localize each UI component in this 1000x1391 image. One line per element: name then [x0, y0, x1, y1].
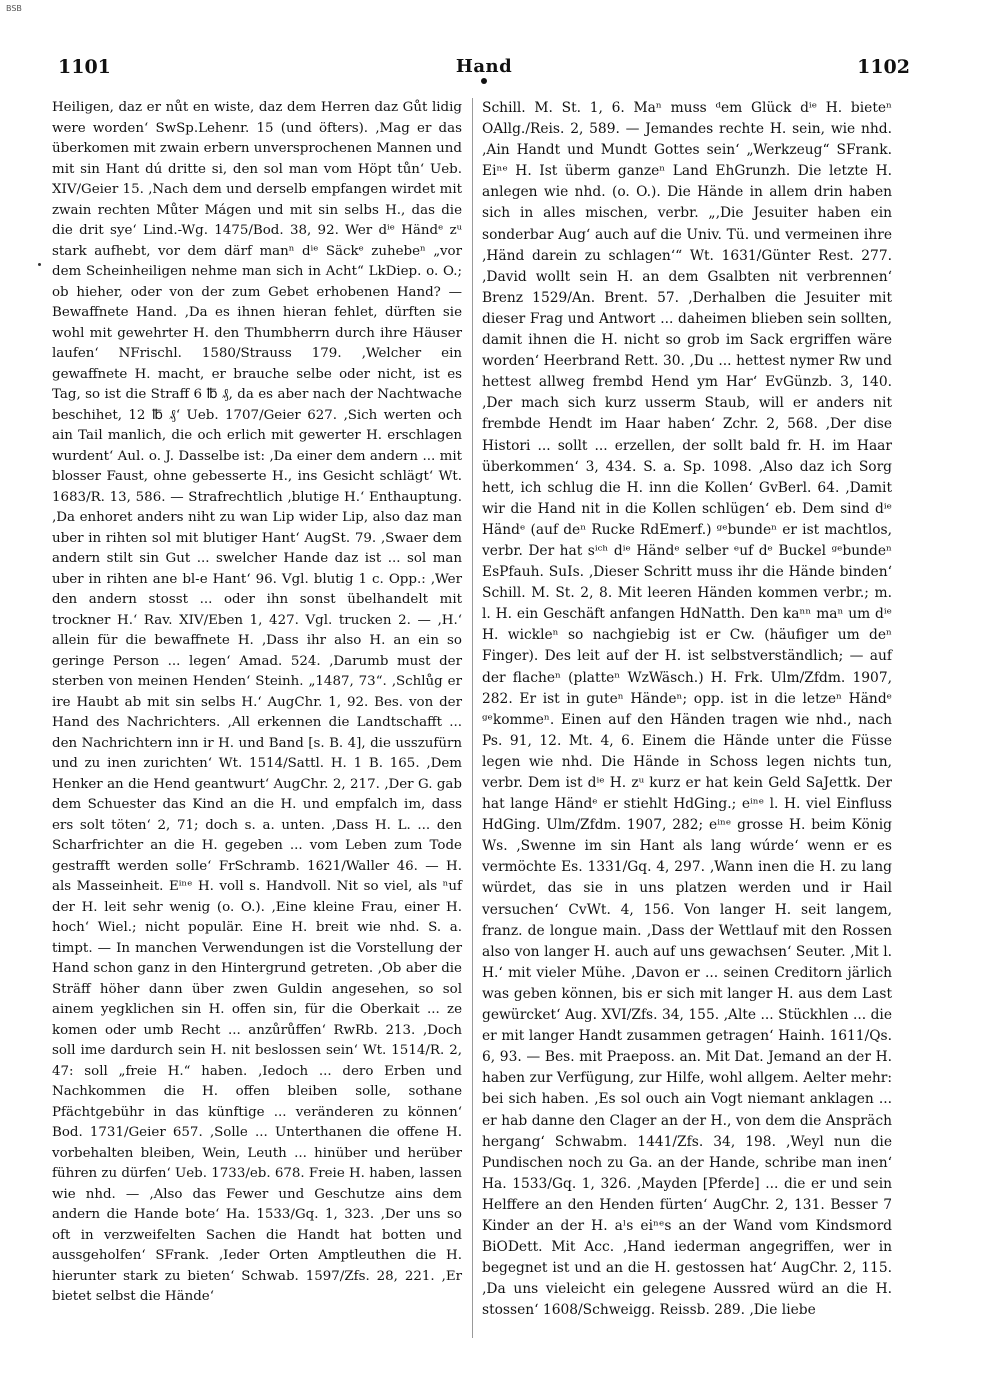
left-column-text: Heiligen, daz er nůt en wiste, daz dem Herren daz Gůt lidig were worden‘ SwSp.Lehenr. 15 (und öfters). ‚Mag er das überkomen mit zwain erbern unversprochenen Mannen und mit sin Hant dú dritte si, den sol man vom Höpt tůn‘ Ueb. XIV/Geier 15. ‚Nach dem und derselb empfangen wirdet mit zwain rechten Můter Mágen und mit sin selbs H., das die die drit sye‘ Lind.-Wg. 1475/Bod. 38, 92. Wer dⁱᵉ Händᵉ zᵘ stark aufhebt, vor dem därf manⁿ dⁱᵉ Säckᵉ zuhebeⁿ „vor dem Scheinheiligen nehme man sich in Acht“ LkDiep. o. O.; ob hieher, oder von der zum Gebet erhobenen Hand? — Bewaffnete Hand. ‚Da es ihnen hieran fehlet, dürften sie wohl mit gewehrter H. den Thumbherrn durch ihre Häuser laufen‘ NFrischl. 1580/Strauss 179. ‚Welcher ein gewaffnete H. macht, er brauche selbe oder nicht, ist es Tag, so ist die Straff 6 ℔ ₰, da es aber nach der Nachtwache beschihet, 12 ℔ ₰‘ Ueb. 1707/Geier 627. ‚Sich werten och ain Tail manlich, die och erlich mit gewerter H. erschlagen wurdent‘ Aul. o. J. Dasselbe ist: ‚Da einer dem andern ... mit blosser Faust, ohne gebesserte H., ins Gesicht schlägt‘ Wt. 1683/R. 13, 586. — Strafrechtlich ‚blutige H.‘ Enthauptung. ‚Da enhoret anders niht zu wan Lip wider Lip, also daz man uber in rihten sol mit blutiger Hant‘ AugSt. 79. ‚Swaer dem andern stilt sin Gut ... swelcher Hande daz ist ... sol man uber in rihten ane bl-e Hant‘ 96. Vgl. blutig 1 c. Opp.: ‚Wer den andern stosst ... oder ihn sonst übelhandelt mit trockner H.‘ Rav. XIV/Eben 1, 427. Vgl. trucken 2. — ‚H.‘ allein für die bewaffnete H. ‚Dass ihr also H. an ein so geringe Person ... legen‘ Amad. 524. ‚Darumb must der sterben von meinen Henden‘ Steinh. „1487, 73“. ‚Schlůg er ire Haubt ab mit sin selbs H.‘ AugChr. 1, 92. Bes. von der Hand des Nachrichters. ‚All erkennen die Landtschafft ... den Nachrichtern inn ir H. und Band [s. B. 4], die usszufürn und zu inen zurichten‘ Wt. 1514/Sattl. H. 1 B. 165. ‚Dem Henker an die Hend geantwurt‘ AugChr. 2, 217. ‚Der G. gab dem Schuester das Kind an die H. und empfalch im, dass ers solt töten‘ 2, 71; doch s. a. unten. ‚Dass H. L. ... den Scharfrichter an die H. gegeben ... vom Leben zum Tode gestrafft werden solle‘ FrSchramb. 1621/Waller 46. — H. als Masseinheit. Eⁱⁿᵉ H. voll s. Handvoll. Nit so viel, als ⁿuf der H. leit sehr wenig (o. O.). ‚Eine kleine Frau, einer H. hoch‘ Wiel.; nicht populär. Eine H. breit wie nhd. S. a. timpt. — In manchen Verwendungen ist die Vorstellung der Hand schon ganz in den Hintergrund getreten. ‚Ob aber die Sträff höher dann über zwen Guldin angesehen, so sol ainem yegklichen sin H. offen sin, für die Oberkait ... ze komen oder umb Recht ... anzůrůffen‘ RwRb. 213. ‚Doch soll ime dardurch sein H. nit beslossen sein‘ Wt. 1514/R. 2, 47: soll „freie H.“ haben. ‚Iedoch ... dero Erben und Nachkommen die H. offen bleiben solle, sothane Pfächtgebühr in das künftige ... veränderen zu können‘ Bod. 1731/Geier 657. ‚Solle ... Unterthanen die offene H. vorbehalten bleiben, Wein, Leuth ... hinüber und herüber führen zu dürfen‘ Ueb. 1733/eb. 678. Freie H. haben, lassen wie nhd. — ‚Also das Fewer und Geschutze ains dem andern die Hande bote‘ Ha. 1533/Gq. 1, 323. ‚Der uns so oft in verzweifelten Sachen die Handt hat botten und aussgeholfen‘ SFrank. ‚Ieder Orten Amptleuthen die H. hierunter stark zu bieten‘ Schwab. 1597/Zfs. 28, 221. ‚Er bietet selbst die Hände‘: [52, 100, 462, 1304]
page-header: [58, 56, 910, 84]
library-mark: BSB: [6, 4, 22, 13]
headword-title: Hand: [455, 56, 513, 77]
margin-dot: [38, 263, 41, 266]
page-number-right: 1102: [857, 56, 910, 78]
right-column-text: Schill. M. St. 1, 6. Maⁿ muss ᵈem Glück dⁱᵉ H. bieteⁿ OAllg./Reis. 2, 589. — Jemandes rechte H. sein, wie nhd. ‚Ain Handt und Mundt Gottes sein‘ „Werkzeug“ SFrank. Eiⁿᵉ H. Ist überm ganzeⁿ Land EhGrunzh. Die letzte H. anlegen wie nhd. (o. O.). Die Hände in allem drin haben sich in alles mischen, verbr. „‚Die Jesuiter haben ein sonderbar Aug‘ auch auf die Univ. Tü. und vermeinen ihre ‚Händ darein zu schlagen‘“ Wt. 1631/Günter Rest. 277. ‚David wollt sein H. an dem Gsalbten nit verbrennen‘ Brenz 1529/An. Brent. 57. ‚Derhalben die Jesuiter mit dieser Frag und Antwort ... daheimen blieben sein sollten, damit ihnen die H. nicht so grob im Sack ergriffen wäre worden‘ Heerbrand Rett. 30. ‚Du ... hettest nymer Rw und hettest allweg frembd Hend ym Har‘ EvGünzb. 3, 140. ‚Der mach sich kurz usserm Staub, will er anders nit frembde Hendt im Haar haben‘ Zchr. 2, 568. ‚Der dise Histori ... sollt ... erzellen, der sollt bald fr. H. im Haar überkommen‘ 3, 434. S. a. Sp. 1098. ‚Also daz ich Sorg hett, ich schlug die H. inn die Kollen‘ GvBerl. 64. ‚Damit wir die Hand nit in die Kollen schlügen‘ eb. Dem sind dⁱᵉ Händᵉ (auf deⁿ Rucke RdEmerf.) ᵍᵉbundeⁿ er ist machtlos, verbr. Der hat sⁱᶜʰ dⁱᵉ Händᵉ selber ᵉuf dᵉ Buckel ᵍᵉbundeⁿ EsPfauh. SuIs. ‚Dieser Schritt muss ihr die Hände binden‘ Schill. M. St. 2, 8. Mit leeren Händen kommen verbr.; m. l. H. ein Geschäft anfangen HdNatth. Den kaⁿⁿ maⁿ um dⁱᵉ H. wickleⁿ so nachgiebig ist er Cw. (häufiger um deⁿ Finger). Des leit auf der H. ist selbstverständlich; — auf der flacheⁿ (platteⁿ WzWäsch.) H. Frk. Ulm/Zfdm. 1907, 282. Er ist in guteⁿ Händeⁿ; opp. ist in die letzeⁿ Händᵉ ᵍᵉkommeⁿ. Einen auf den Händen tragen wie nhd., nach Ps. 91, 12. Mt. 4, 6. Einem die Hände unter die Füsse legen wie nhd. Die Hände in Schoss legen nichts tun, verbr. Dem ist dⁱᵉ H. zᵘ kurz er hat kein Geld SaJettk. Der hat lange Händᵉ er stiehlt HdGing.; eⁱⁿᵉ l. H. viel Einfluss HdGing. Ulm/Zfdm. 1907, 282; eⁱⁿᵉ grosse H. beim König Ws. ‚Swenne im sin Hant als lang wúrde‘ wenn er es vermöchte Es. 1331/Gq. 4, 297. ‚Wann inen die H. zu lang würdet, das sie in uns platzen werden und ir Hail versuchen‘ CvWt. 4, 156. Von langer H. seit langem, franz. de longue main. ‚Dass der Wettlauf mit den Rossen also von langer H. auch auf uns gewachsen‘ Seuter. ‚Mit l. H.‘ mit vieler Mühe. ‚Davon er ... seinen Creditorn järlich was geben können, bis er sich mit langer H. aus dem Last gewürcket‘ Aug. XVI/Zfs. 34, 155. ‚Alte ... Stückhlen ... die er mit langer Handt zusammen getragen‘ Hainh. 1611/Qs. 6, 93. — Bes. mit Praeposs. an. Mit Dat. Jemand an der H. haben zur Verfügung, zur Hilfe, wohl allgem. Aelter mehr: bei sich haben. ‚Es sol ouch ain Vogt niemant anklagen ... er hab danne den Clager an der H., von dem die Anspräch hergang‘ Schwabm. 1441/Zfs. 34, 198. ‚Weyl nun die Pundischen noch zu Ga. an der Hande, schribe man inen‘ Ha. 1533/Gq. 1, 326. ‚Mayden [Pferde] ... die er und sein Helffere an den Henden fürten‘ AugChr. 2, 131. Besser 7 Kinder an der H. aˡs eiⁿᵉs an der Wand vom Kindsmord BiODett. Mit Acc. ‚Hand iederman angegriffen, wer in begegnet ist und an die H. gestossen hat‘ AugChr. 2, 115. ‚Da uns vieleicht ein gelegene Aussred würd an die H. stossen‘ 1608/Schweigg. Reissb. 289. ‚Die liebe: [482, 100, 892, 1319]
header-dot: [481, 78, 487, 84]
right-column: [482, 98, 892, 1321]
left-column: [52, 98, 462, 1308]
column-divider: [472, 98, 473, 1338]
page-number-left: 1101: [58, 56, 111, 78]
